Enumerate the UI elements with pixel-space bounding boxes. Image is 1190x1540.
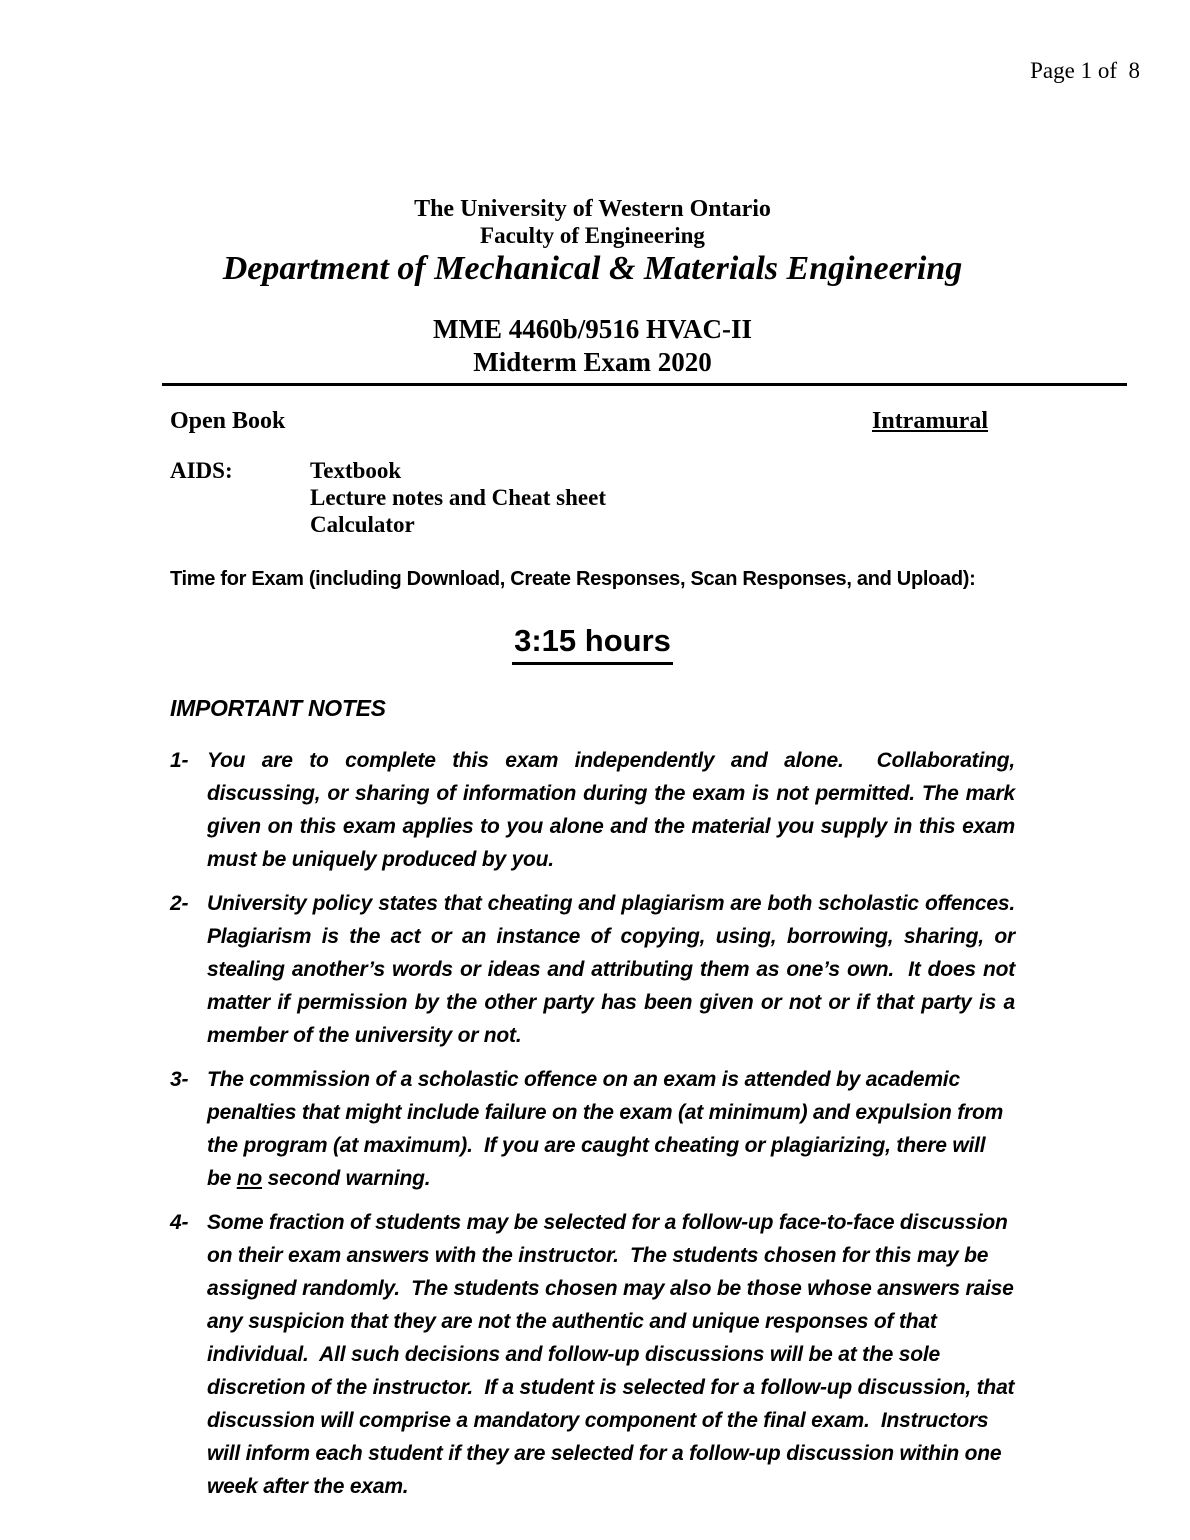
exam-time-label: Time for Exam (including Download, Create Responses, Scan Responses, and Upload): [170,568,976,590]
important-notes-list [170,744,1021,1503]
note-number: 4- [170,1211,189,1234]
note-number: 1- [170,749,189,772]
page-content [170,196,1021,1514]
aids-section [170,457,1015,538]
exam-title: Midterm Exam 2020 [473,347,712,377]
note-item-1 [170,744,1021,876]
aids-list [310,457,606,538]
underlined-word: no [236,1167,263,1190]
aids-item-textbook: Textbook [310,458,402,483]
faculty-name: Faculty of Engineering [480,223,705,248]
university-name: The University of Western Ontario [414,196,771,222]
department-name: Department of Mechanical & Materials Engineering [222,250,963,287]
course-code: MME 4460b/9516 HVAC-II [432,314,753,344]
note-number: 3- [170,1068,189,1091]
page-number: Page 1 of 8 [1030,58,1140,83]
exam-format-label: Open Book [170,408,286,434]
exam-duration-wrap [170,623,1015,665]
note-text: University policy states that cheating and plagiarism are both scholastic offences. Plagiarism is the act or an instance of copying, using, borrowing, sharing, or stealing another’s words or ideas and attributing them as one’s own. It does not matter if permission by the other party has been given or not or if that party is a member of the university or not. [207,892,1021,1047]
note-text: You are to complete this exam independently and alone. Collaborating, discussing, or sharing of information during the exam is not permitted. The mark given on this exam applies to you alone and the material you supply in this exam must be uniquely produced by you. [207,749,1021,871]
note-item-3 [170,1063,1015,1195]
exam-duration: 3:15 hours [512,623,673,665]
aids-item-calculator: Calculator [310,512,415,537]
aids-label: AIDS: [170,458,233,483]
note-text: Some fraction of students may be selected for a follow-up face-to-face discussion on their exam answers with the instructor. The students chosen for this may be assigned randomly. The students chosen may also be those whose answers raise any suspicion that they are not the authentic and unique responses of that individual. All such decisions and follow-up discussions will be at the sole discretion of the instructor. If a student is selected for a follow-up discussion, that discussion will comprise a mandatory component of the final exam. Instructors will inform each student if they are selected for a follow-up discussion within one week after the exam. [207,1211,1020,1498]
note-item-2 [170,887,1021,1052]
important-notes-heading: IMPORTANT NOTES [170,695,386,721]
aids-item-notes: Lecture notes and Cheat sheet [310,485,606,510]
note-text-before: The commission of a scholastic offence on an exam is attended by academic penalties that might include failure on the exam (at minimum) and expulsion from the program (at maximum). If you are caught cheating or plagiarizing, there will be [207,1068,1009,1190]
exam-location-label: Intramural [872,408,988,434]
note-number: 2- [170,892,189,915]
note-text [207,1063,1015,1195]
divider-rule [162,383,1127,386]
note-item-4 [170,1206,1020,1503]
note-text-after: second warning. [262,1167,431,1190]
exam-format-row [170,408,1015,435]
